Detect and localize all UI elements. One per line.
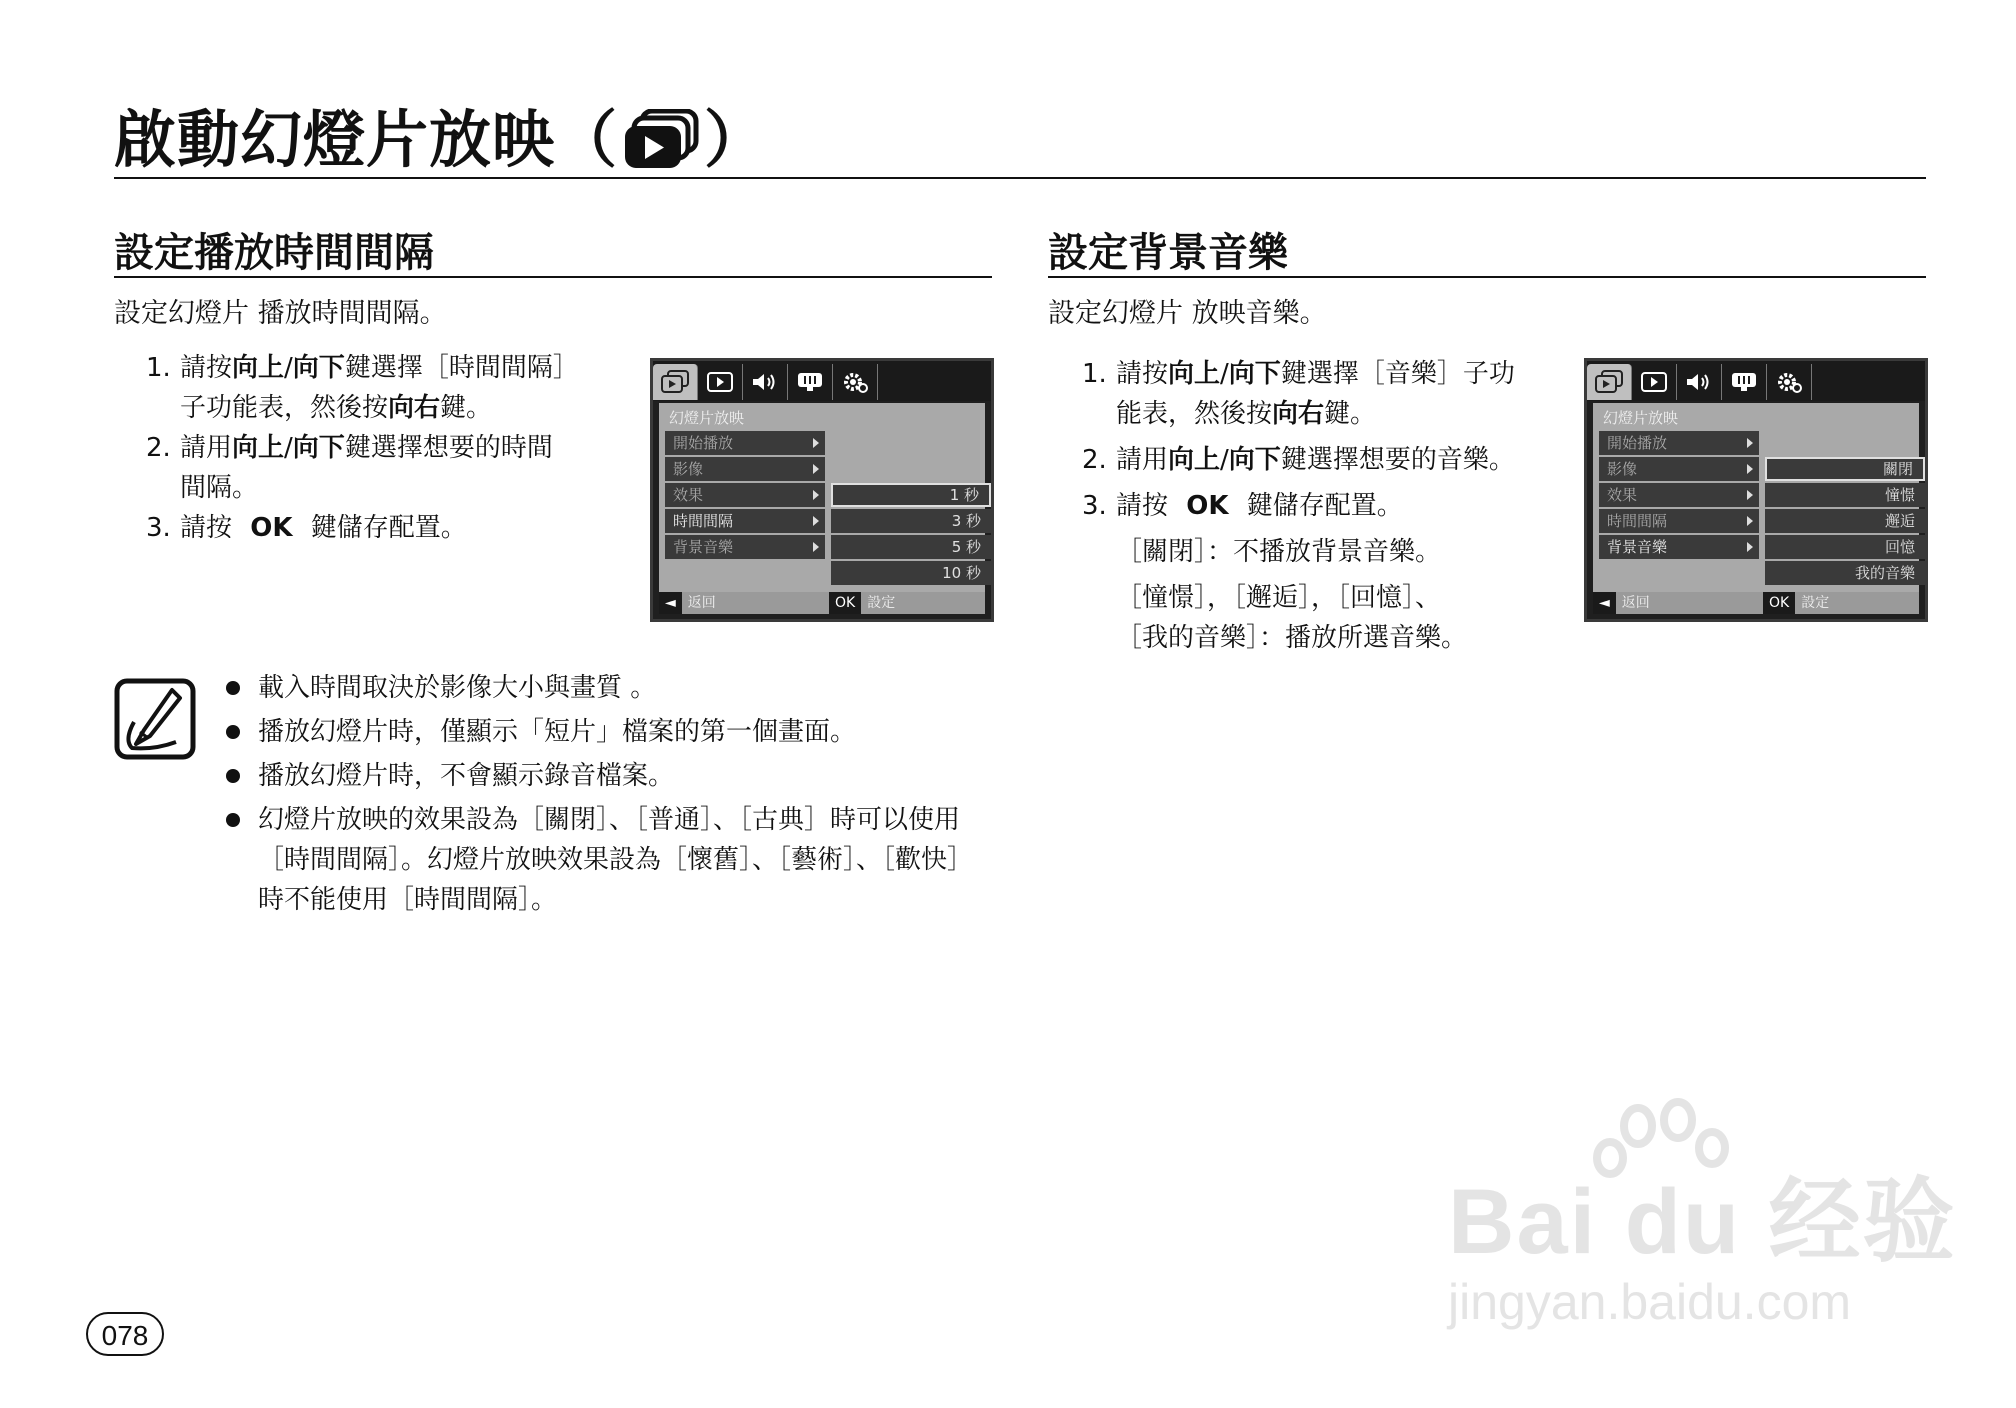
step-item: 2. 請用向上/向下鍵選擇想要的音樂。: [1082, 445, 1515, 475]
section-heading-music: 設定背景音樂: [1048, 230, 1288, 276]
menu-item-start[interactable]: 開始播放: [1599, 431, 1759, 455]
note-item: 播放幻燈片時，不會顯示錄音檔案。: [226, 756, 986, 796]
menu-item-music[interactable]: 背景音樂: [1599, 535, 1759, 559]
page-title: 啟動幻燈片放映（ ）: [114, 103, 768, 176]
option-off[interactable]: 關閉: [1765, 457, 1925, 481]
menu-item-interval[interactable]: 時間間隔: [1599, 509, 1759, 533]
display-tab-icon: [788, 364, 833, 400]
option-10s[interactable]: 10 秒: [831, 561, 991, 585]
slideshow-icon: [622, 109, 700, 171]
option-3s[interactable]: 3 秒: [831, 509, 991, 533]
sound-tab-icon: [743, 364, 788, 400]
watermark-brand: Bai du 经验: [1448, 1171, 1957, 1273]
camera-screen-interval: [650, 358, 994, 622]
step-item: 3. 請按 OK 鍵儲存配置。: [146, 513, 467, 543]
step-item: 3. 請按 OK 鍵儲存配置。: [1082, 491, 1403, 521]
menu-panel: 幻燈片放映 開始播放 影像 效果 時間間隔 背景音樂 1 秒 3 秒 5 秒 10 秒: [659, 403, 985, 599]
music-desc-off: ［關閉］：不播放背景音樂。: [1116, 537, 1442, 567]
option-5s[interactable]: 5 秒: [831, 535, 991, 559]
screen-footer: [659, 592, 985, 614]
camera-screen-music: [1584, 358, 1928, 622]
menu-item-image[interactable]: 影像: [665, 457, 825, 481]
menu-item-interval[interactable]: 時間間隔: [665, 509, 825, 533]
display-tab-icon: [1722, 364, 1767, 400]
step-list: 1. 請按向上/向下鍵選擇［時間間隔］ 子功能表，然後按向右鍵。 2. 請用向上/向下鍵選擇想要的時間 間隔。 3. 請按 OK 鍵儲存配置。: [146, 348, 616, 548]
play-tab-icon: [1632, 364, 1677, 400]
option-encounter[interactable]: 邂逅: [1765, 509, 1925, 533]
section-rule: [1048, 276, 1926, 278]
sound-tab-icon: [1677, 364, 1722, 400]
play-tab-icon: [698, 364, 743, 400]
option-memory[interactable]: 回憶: [1765, 535, 1925, 559]
section-intro: 設定幻燈片 放映音樂。: [1048, 298, 1327, 329]
menu-panel: 幻燈片放映 開始播放 影像 效果 時間間隔 背景音樂 關閉 憧憬 邂逅 回憶 我的音樂: [1593, 403, 1919, 599]
menu-item-start[interactable]: 開始播放: [665, 431, 825, 455]
back-hint[interactable]: ◄ 返回: [1593, 592, 1650, 614]
menu-item-effect[interactable]: 效果: [1599, 483, 1759, 507]
menu-item-music[interactable]: 背景音樂: [665, 535, 825, 559]
back-hint[interactable]: ◄ 返回: [659, 592, 716, 614]
page-number: 078: [86, 1312, 164, 1356]
settings-tab-icon: [1767, 364, 1812, 400]
screen-footer: [1593, 592, 1919, 614]
settings-tab-icon: [833, 364, 878, 400]
note-item: 幻燈片放映的效果設為［關閉］、［普通］、［古典］時可以使用［時間間隔］。幻燈片放映效果設為［懷舊］、［藝術］、［歡快］時不能使用［時間間隔］。: [226, 800, 986, 920]
section-heading-interval: 設定播放時間間隔: [114, 230, 434, 276]
menu-item-effect[interactable]: 效果: [665, 483, 825, 507]
screen-tabs: [1587, 361, 1925, 401]
note-list: [226, 668, 986, 924]
screen-tabs: [653, 361, 991, 401]
step-item: 1. 請按向上/向下鍵選擇［時間間隔］: [146, 353, 579, 383]
note-item: 播放幻燈片時，僅顯示「短片」檔案的第一個畫面。: [226, 712, 986, 752]
music-desc-tracks-cont: ［我的音樂］：播放所選音樂。: [1116, 623, 1468, 653]
menu-item-image[interactable]: 影像: [1599, 457, 1759, 481]
ok-hint[interactable]: OK 設定: [829, 592, 895, 614]
section-intro: 設定幻燈片 播放時間間隔。: [114, 298, 447, 329]
note-item: 載入時間取決於影像大小與畫質 。: [226, 668, 986, 708]
section-rule: [114, 276, 992, 278]
note-icon: [114, 678, 196, 760]
step-list: 1. 請按向上/向下鍵選擇［音樂］子功 能表，然後按向右鍵。 2. 請用向上/向下鍵選擇想要的音樂。 3. 請按 OK 鍵儲存配置。 ［關閉］：不播放背景音樂。 ［憧憬］，［邂逅］，［回憶］、 ［我的音樂］：播放所選音樂。: [1082, 354, 1562, 658]
option-1s[interactable]: 1 秒: [831, 483, 991, 507]
title-rule: [114, 177, 1926, 179]
slideshow-tab-icon: [653, 364, 698, 400]
option-longing[interactable]: 憧憬: [1765, 483, 1925, 507]
watermark-url: jingyan.baidu.com: [1448, 1274, 1852, 1330]
option-my-music[interactable]: 我的音樂: [1765, 561, 1925, 585]
ok-hint[interactable]: OK 設定: [1763, 592, 1829, 614]
step-item: 2. 請用向上/向下鍵選擇想要的時間: [146, 433, 553, 463]
music-desc-tracks: ［憧憬］，［邂逅］，［回憶］、: [1116, 583, 1442, 613]
slideshow-tab-icon: [1587, 364, 1632, 400]
step-item: 1. 請按向上/向下鍵選擇［音樂］子功: [1082, 359, 1515, 389]
